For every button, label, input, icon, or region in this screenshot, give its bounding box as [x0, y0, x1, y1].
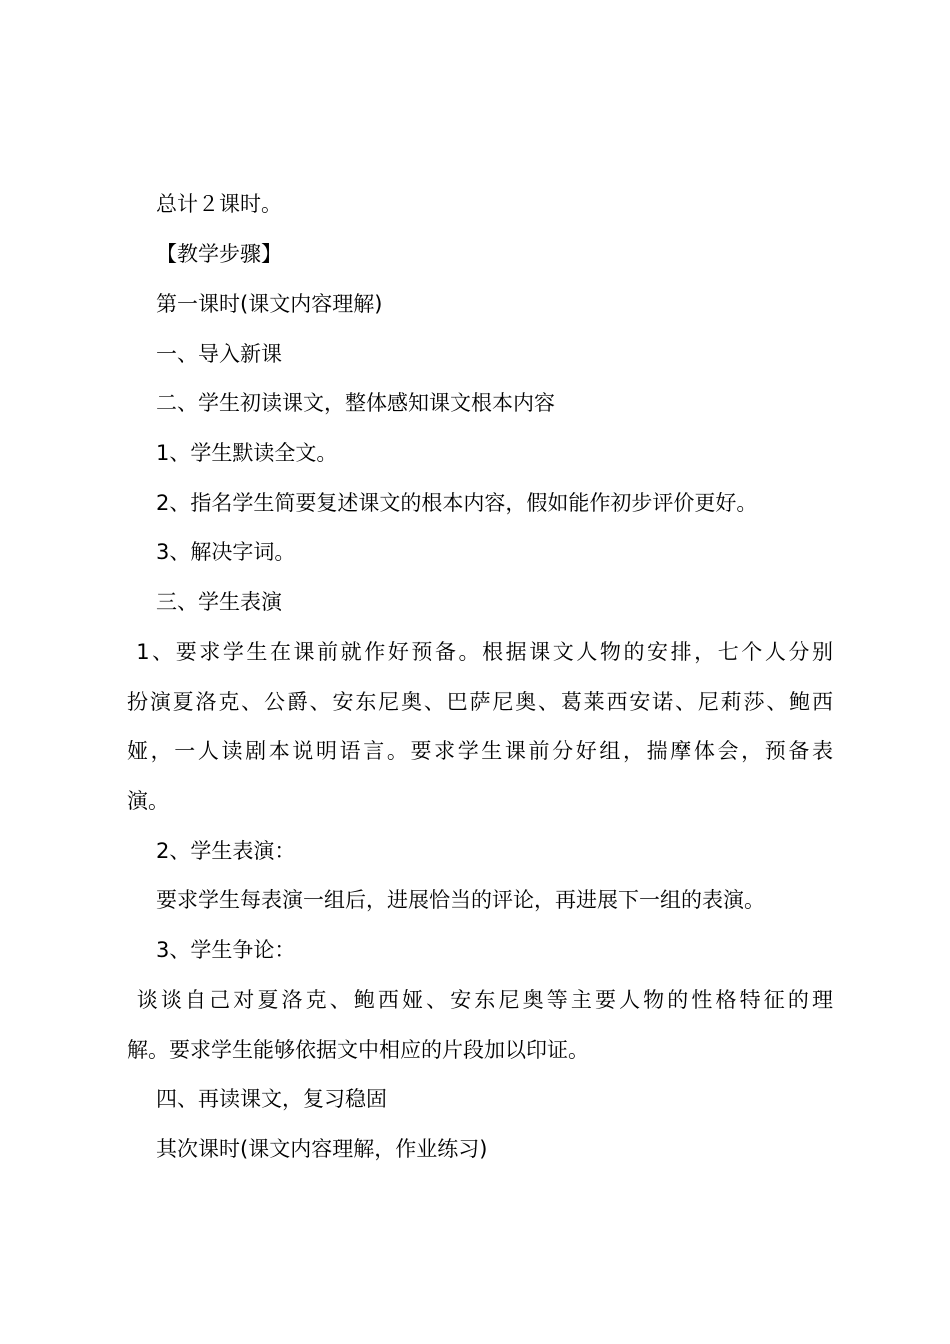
paragraph-line: 解。要求学生能够依据文中相应的片段加以印证。	[127, 1038, 589, 1062]
step-item: 2、指名学生简要复述课文的根本内容，假如能作初步评价更好。	[156, 491, 758, 515]
paragraph-line: 扮演夏洛克、公爵、安东尼奥、巴萨尼奥、葛莱西安诺、尼莉莎、鲍西	[127, 690, 833, 714]
section-four-heading: 四、再读课文，复习稳固	[156, 1087, 387, 1111]
class-hours-line: 总计２课时。	[156, 192, 282, 216]
paragraph-line: 演。	[127, 789, 169, 813]
paragraph-line: 要求学生每表演一组后，进展恰当的评论，再进展下一组的表演。	[156, 888, 765, 912]
step-item: 1、学生默读全文。	[156, 441, 338, 465]
second-lesson-heading: 其次课时(课文内容理解，作业练习)	[156, 1137, 488, 1161]
section-one-heading: 一、导入新课	[156, 342, 282, 366]
step-item: 3、解决字词。	[156, 540, 296, 564]
step-item: 2、学生表演：	[156, 839, 296, 863]
paragraph-line: 娅，一人读剧本说明语言。要求学生课前分好组，揣摩体会，预备表	[127, 739, 833, 763]
first-lesson-heading: 第一课时(课文内容理解)	[156, 292, 383, 316]
section-two-heading: 二、学生初读课文，整体感知课文根本内容	[156, 391, 555, 415]
paragraph-line: 1、要求学生在课前就作好预备。根据课文人物的安排，七个人分别	[127, 640, 833, 664]
teaching-steps-heading: 【教学步骤】	[156, 242, 282, 266]
step-item: 3、学生争论：	[156, 938, 296, 962]
paragraph-line: 谈谈自己对夏洛克、鲍西娅、安东尼奥等主要人物的性格特征的理	[127, 988, 833, 1012]
section-three-heading: 三、学生表演	[156, 590, 282, 614]
